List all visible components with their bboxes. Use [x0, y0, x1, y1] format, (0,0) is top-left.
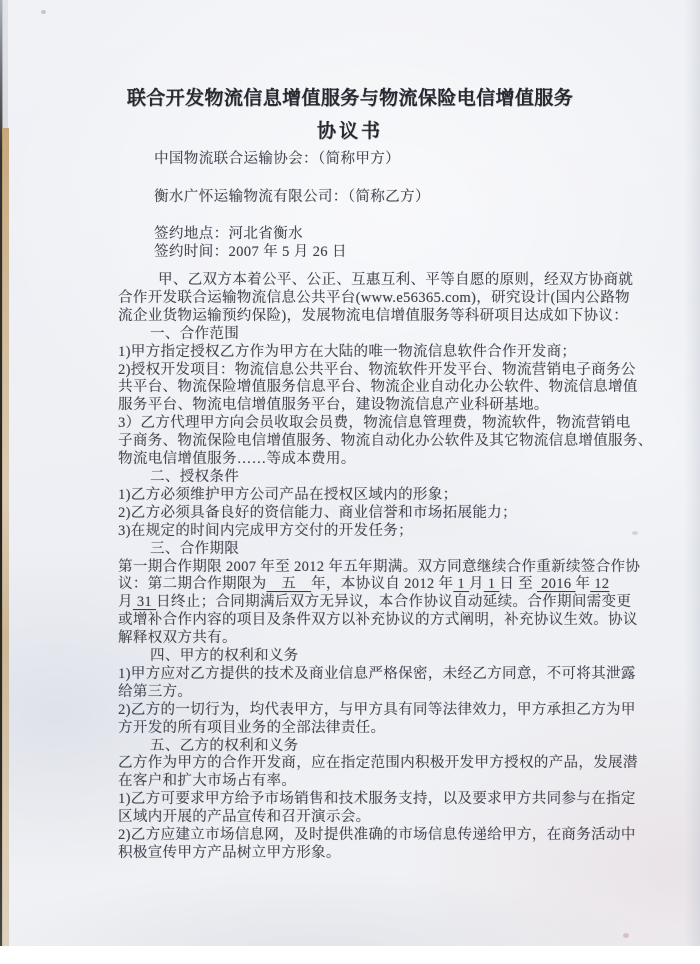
body-line: 流企业货物运输预约保险)，发展物流电信增值服务等科研项目达成如下协议： — [118, 307, 629, 324]
text-segment: 议：第二期合作期限为 — [118, 576, 267, 593]
body-line: 方开发的所有项目业务的全部法律责任。 — [118, 719, 386, 736]
body-line: 第一期合作期限 2007 年至 2012 年五年期满。双方同意继续合作重新续签合作协 — [118, 558, 641, 575]
sign-date-line: 签约时间：2007 年 5 月 26 日 — [154, 244, 347, 260]
sign-place-line: 签约地点：河北省衡水 — [154, 226, 303, 242]
document-body — [118, 272, 684, 863]
body-line: 服务平台、物流电信增值服务平台，建设物流信息产业科研基地。 — [118, 397, 549, 414]
body-line: 1)甲方指定授权乙方作为甲方在大陆的唯一物流信息软件合作开发商； — [118, 343, 577, 360]
section-heading: 四、甲方的权利和义务 — [150, 648, 299, 665]
filled-blank: 1 — [483, 576, 500, 593]
scan-speck — [623, 933, 629, 938]
body-line: 1)甲方应对乙方提供的技术及商业信息严格保密，未经乙方同意，不可将其泄露 — [118, 665, 636, 682]
text-segment: 年 — [575, 576, 591, 593]
text-segment: 日终止；合同期满后双方无异议，本合作协议自动延续。合作期间需变更 — [156, 594, 632, 611]
body-line: 3)在规定的时间内完成甲方交付的开发任务； — [118, 522, 413, 539]
filled-blank: 2016 — [537, 576, 576, 593]
body-line: 合作开发联合运输物流信息公共平台(www.e56365.com)，研究设计(国内公路物 — [118, 289, 630, 306]
body-line: 区域内开展的产品宣传和召开演示会。 — [118, 809, 371, 826]
body-line: 或增补合作内容的项目及条件双方以补充协议的方式阐明，补充协议生效。协议 — [118, 612, 638, 629]
body-line: 3）乙方代理甲方向会员收取会员费，物流信息管理费，物流软件，物流营销电 — [118, 415, 631, 432]
body-line: 共平台、物流保险增值服务信息平台、物流企业自动化办公软件、物流信息增值 — [118, 379, 638, 396]
body-line: 1)乙方可要求甲方给予市场销售和技术服务支持，以及要求甲方共同参与在指定 — [118, 791, 636, 808]
body-line: 2)授权开发项目：物流信息公共平台、物流软件开发平台、物流营销电子商务公 — [118, 361, 636, 378]
section-heading: 五、乙方的权利和义务 — [150, 737, 299, 754]
text-segment: 月 — [118, 594, 133, 611]
filled-blank: 1 — [453, 576, 469, 593]
text-segment: 日 至 — [499, 576, 538, 593]
body-line: 积极宣传甲方产品树立甲方形象。 — [118, 845, 341, 861]
section-heading: 一、合作范围 — [150, 325, 240, 342]
filled-blank: 12 — [590, 576, 610, 593]
filled-blank: 31 — [132, 594, 157, 611]
scan-speck — [41, 10, 46, 14]
body-line: 2)乙方必须具备良好的资信能力、商业信誉和市场拓展能力； — [118, 504, 517, 521]
body-line: 给第三方。 — [118, 683, 193, 700]
body-line: 2)乙方的一切行为，均代表甲方，与甲方具有同等法律效力，甲方承担乙方为甲 — [118, 701, 636, 718]
body-line: 甲、乙双方本着公平、公正、互惠互利、平等自愿的原则，经双方协商就 — [158, 272, 634, 288]
body-line: 2)乙方应建立市场信息网，及时提供准确的市场信息传递给甲方，在商务活动中 — [118, 827, 636, 844]
body-line: 1)乙方必须维护甲方公司产品在授权区域内的形象； — [118, 486, 458, 503]
section-heading: 三、合作期限 — [150, 540, 240, 557]
left-edge-shadow-top — [2, 0, 8, 132]
body-line: 解释权双方共有。 — [118, 630, 237, 647]
body-line-with-blanks — [118, 576, 684, 594]
text-segment: 年，本协议自 2012 年 — [311, 576, 454, 593]
document-subtitle: 协议书 — [316, 121, 383, 142]
filled-blank: 五 — [266, 576, 312, 593]
body-line: 在客户和扩大市场占有率。 — [118, 773, 297, 790]
document-title: 联合开发物流信息增值服务与物流保险电信增值服务 — [126, 88, 574, 109]
text-segment: 月 — [468, 576, 484, 593]
body-line: 物流电信增值服务……等成本费用。 — [118, 451, 356, 468]
body-line-with-blanks — [118, 594, 684, 612]
bottom-scan-gap — [0, 946, 700, 964]
body-line: 乙方作为甲方的合作开发商，应在指定范围内积极开发甲方授权的产品，发展潜 — [118, 755, 638, 772]
body-line: 子商务、物流保险电信增值服务、物流自动化办公软件及其它物流信息增值服务、 — [118, 433, 653, 450]
party-b-line: 衡水广怀运输物流有限公司：（简称乙方） — [154, 189, 430, 205]
party-a-line: 中国物流联合运输协会：（简称甲方） — [154, 151, 401, 167]
left-binding-edge — [2, 128, 9, 946]
section-heading: 二、授权条件 — [150, 468, 240, 485]
